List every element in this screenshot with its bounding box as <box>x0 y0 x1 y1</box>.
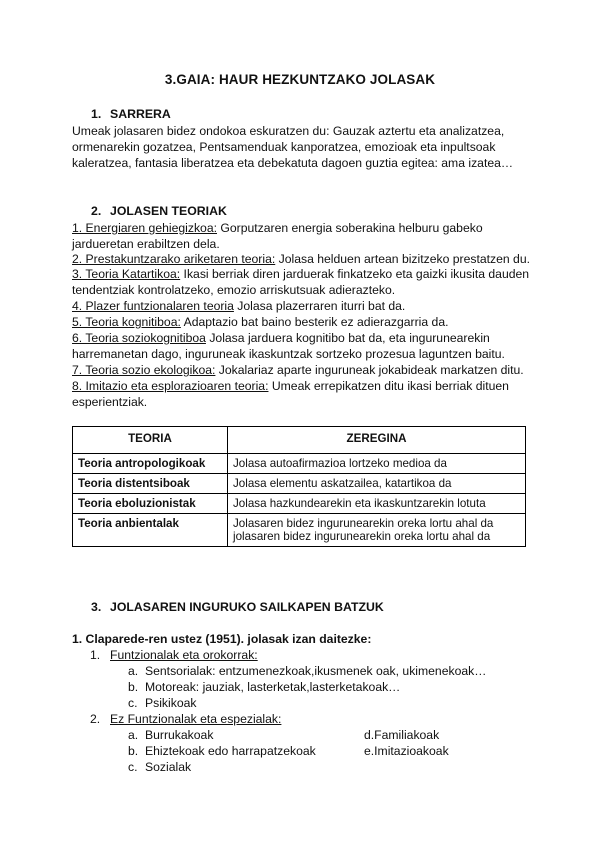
task-line: jolasaren bidez ingurunearekin oreka lortu ahal da <box>233 530 491 543</box>
table-header: ZEREGINA <box>228 427 526 454</box>
theory-item <box>72 220 483 236</box>
table-header-row <box>73 427 526 454</box>
theory-item <box>72 251 530 267</box>
section-title: JOLASEN TEORIAK <box>110 204 227 218</box>
list-item <box>128 696 196 710</box>
list-item-right: d.Familiakoak <box>364 728 440 742</box>
section-1-heading <box>91 107 171 121</box>
section-number: 3. <box>91 600 102 614</box>
theory-name: 8. Imitazio eta esplorazioaren teoria: <box>72 379 269 393</box>
list-item <box>128 664 486 678</box>
theory-desc: Jolasa jarduera kognitibo bat da, eta ingurunearekin <box>205 331 490 345</box>
list-marker: 1. <box>90 648 101 662</box>
theory-item <box>72 378 509 394</box>
theory-item <box>72 330 490 346</box>
list-item-right: e.Imitazioakoak <box>364 744 449 758</box>
theory-item-cont: harremanetan dago, inguruneak ikaskuntzak sortzeko prozesua laguntzen baitu. <box>72 347 505 361</box>
list-item-text: Sentsorialak: entzumenezkoak,ikusmenek oak, ukimenekoak… <box>145 664 487 678</box>
list-group <box>90 712 281 726</box>
theory-desc: Adaptazio bat baino besterik ez adierazgarria da. <box>180 315 449 329</box>
section-title: SARRERA <box>110 107 171 121</box>
list-item-text: Burrukakoak <box>145 728 214 742</box>
theory-name: 7. Teoria sozio ekologikoa: <box>72 363 216 377</box>
theories-table <box>72 426 526 547</box>
list-marker: 2. <box>90 712 101 726</box>
classification-subheading: 1. Claparede-ren ustez (1951). jolasak izan daitezke: <box>72 632 372 646</box>
list-group <box>90 648 258 662</box>
table-cell-theory: Teoria anbientalak <box>73 514 228 547</box>
list-marker: a. <box>128 664 139 678</box>
list-item-text: Ehiztekoak edo harrapatzekoak <box>145 744 316 758</box>
list-marker: b. <box>128 680 139 694</box>
theory-item-cont: tendentziak kontrolatzeko, emozio arriskutsuak adierazteko. <box>72 283 396 297</box>
section-title: JOLASAREN INGURUKO SAILKAPEN BATZUK <box>110 600 384 614</box>
table-row <box>73 514 526 547</box>
theory-desc: Ikasi berriak diren jarduerak finkatzeko eta gaizki ikusita dauden <box>180 267 530 281</box>
theory-name: 5. Teoria kognitiboa: <box>72 315 181 329</box>
table-cell-task <box>228 514 526 547</box>
theory-item-cont: jardueretan erabiltzen dela. <box>72 237 220 251</box>
theory-desc: Jolasa plazerraren iturri bat da. <box>233 299 406 313</box>
section-3-heading <box>91 600 384 614</box>
theory-item <box>72 362 524 378</box>
theory-name: 4. Plazer funtzionalaren teoria <box>72 299 234 313</box>
task-line: Jolasaren bidez ingurunearekin oreka lortu ahal da <box>233 517 494 530</box>
intro-paragraph: Umeak jolasaren bidez ondokoa eskuratzen du: Gauzak aztertu eta analizatzea, ormenarekin gozatzea, Pentsamenduak kanporatzea, emozioak eta inpultsoak kaleratzea, fantasia liberatzea eta debekatuta dagoen guztia egitea: ama izatea… <box>72 124 514 171</box>
list-item <box>128 680 400 694</box>
table-header: TEORIA <box>73 427 228 454</box>
list-item <box>128 760 191 774</box>
list-item-text: Sozialak <box>145 760 192 774</box>
section-2-heading <box>91 204 227 218</box>
list-item <box>128 728 213 742</box>
theory-item <box>72 314 448 330</box>
section-number: 1. <box>91 107 102 121</box>
theory-name: 1. Energiaren gehiegizkoa: <box>72 221 217 235</box>
list-group-label: Funtzionalak eta orokorrak: <box>110 648 258 662</box>
theory-item <box>72 298 405 314</box>
theory-item-cont: esperientziak. <box>72 395 148 409</box>
theory-name: 2. Prestakuntzarako ariketaren teoria: <box>72 252 276 266</box>
theory-desc: Jokalariaz aparte inguruneak jokabideak markatzen ditu. <box>215 363 524 377</box>
table-cell-theory: Teoria eboluzionistak <box>73 494 228 514</box>
table-row <box>73 454 526 474</box>
list-marker: b. <box>128 744 139 758</box>
table-row <box>73 494 526 514</box>
table-cell-task: Jolasa autoafirmazioa lortzeko medioa da <box>228 454 526 474</box>
page-title: 3.GAIA: HAUR HEZKUNTZAKO JOLASAK <box>164 72 436 87</box>
table-row <box>73 474 526 494</box>
table-cell-task: Jolasa hazkundearekin eta ikaskuntzarekin lotuta <box>228 494 526 514</box>
table-cell-theory: Teoria distentsiboak <box>73 474 228 494</box>
theory-desc: Gorputzaren energia soberakina helburu gabeko <box>217 221 483 235</box>
theory-desc: Jolasa helduen artean bizitzeko prestatzen du. <box>275 252 530 266</box>
table-cell-theory: Teoria antropologikoak <box>73 454 228 474</box>
list-marker: c. <box>128 696 138 710</box>
table-cell-task: Jolasa elementu askatzailea, katartikoa da <box>228 474 526 494</box>
list-item <box>128 744 316 758</box>
list-item-text: Psikikoak <box>145 696 197 710</box>
list-item-text: Motoreak: jauziak, lasterketak,lasterketakoak… <box>145 680 401 694</box>
list-group-label: Ez Funtzionalak eta espezialak: <box>110 712 282 726</box>
theory-item <box>72 266 529 282</box>
list-marker: c. <box>128 760 138 774</box>
list-marker: a. <box>128 728 139 742</box>
section-number: 2. <box>91 204 102 218</box>
theory-name: 6. Teoria soziokognitiboa <box>72 331 206 345</box>
theory-name: 3. Teoria Katartikoa: <box>72 267 181 281</box>
theory-desc: Umeak errepikatzen ditu ikasi berriak dituen <box>268 379 509 393</box>
